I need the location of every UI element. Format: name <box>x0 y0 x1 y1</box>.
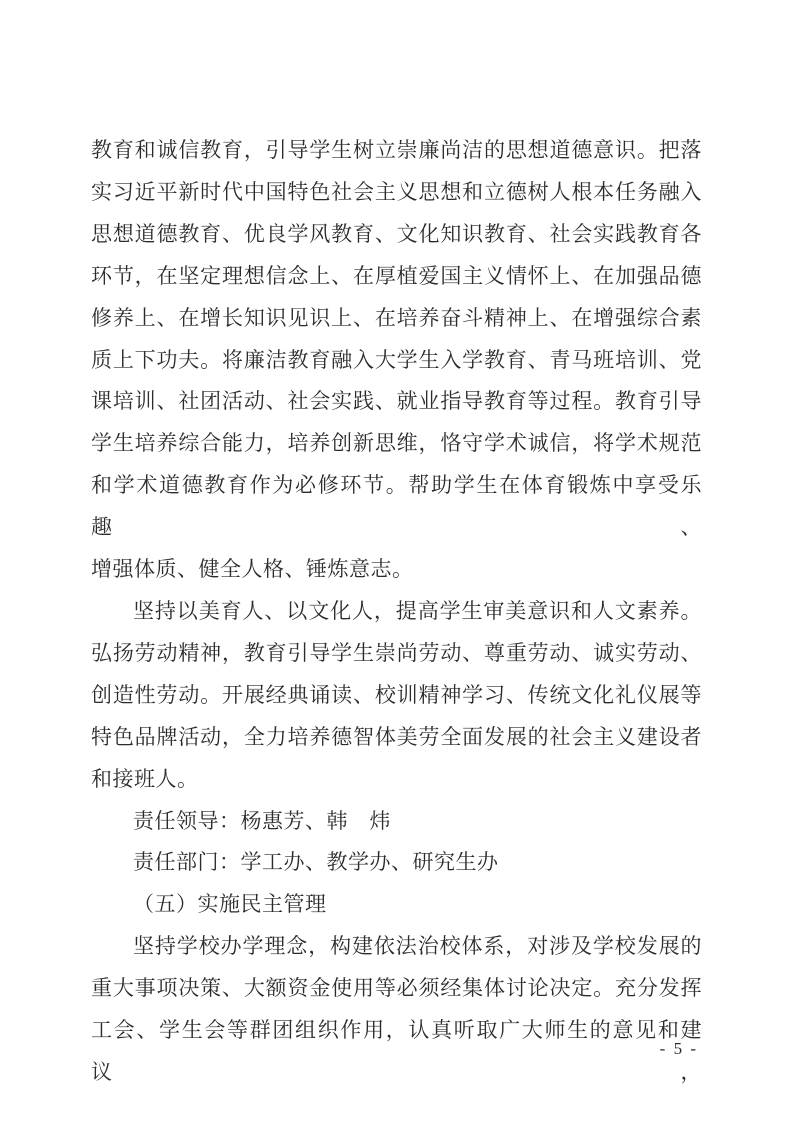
text-line: 质上下功夫。将廉洁教育融入大学生入学教育、青马班培训、党 <box>91 347 702 372</box>
responsible-leaders-line: 责任领导：杨惠芳、韩 炜 <box>133 808 391 833</box>
responsible-departments-line: 责任部门：学工办、教学办、研究生办 <box>133 850 499 875</box>
page-number: - 5 - <box>659 1039 698 1058</box>
text-line: 弘扬劳动精神，教育引导学生崇尚劳动、尊重劳动、诚实劳动、 <box>91 640 702 665</box>
text-line: 教育和诚信教育，引导学生树立崇廉尚洁的思想道德意识。把落 <box>91 138 702 162</box>
text-line: 增强体质、健全人格、锤炼意志。 <box>91 557 414 582</box>
text-line: 和学术道德教育作为必修环节。帮助学生在体育锻炼中享受乐趣、 <box>91 473 702 540</box>
text-line: 重大事项决策、大额资金使用等必须经集体讨论决定。充分发挥 <box>91 976 702 1001</box>
text-line: 和接班人。 <box>91 766 199 791</box>
text-line: 修养上、在增长知识见识上、在培养奋斗精神上、在增强综合素 <box>91 305 702 330</box>
text-line: 实习近平新时代中国特色社会主义思想和立德树人根本任务融入 <box>91 179 702 204</box>
text-line: 课培训、社团活动、社会实践、就业指导教育等过程。教育引导 <box>91 389 702 414</box>
text-line: 特色品牌活动，全力培养德智体美劳全面发展的社会主义建设者 <box>91 724 702 749</box>
text-line: 学生培养综合能力，培养创新思维，恪守学术诚信，将学术规范 <box>91 431 702 456</box>
text-line: 思想道德教育、优良学风教育、文化知识教育、社会实践教育各 <box>91 221 702 246</box>
text-line: 创造性劳动。开展经典诵读、校训精神学习、传统文化礼仪展等 <box>91 682 702 707</box>
section-heading-line: （五）实施民主管理 <box>133 892 327 917</box>
text-line: 工会、学生会等群团组织作用，认真听取广大师生的意见和建议， <box>91 1018 702 1084</box>
text-line: 环节，在坚定理想信念上、在厚植爱国主义情怀上、在加强品德 <box>91 263 702 288</box>
document-body <box>91 130 702 1094</box>
text-line: 坚持以美育人、以文化人，提高学生审美意识和人文素养。 <box>133 598 702 623</box>
text-line: 坚持学校办学理念，构建依法治校体系，对涉及学校发展的 <box>133 934 702 959</box>
